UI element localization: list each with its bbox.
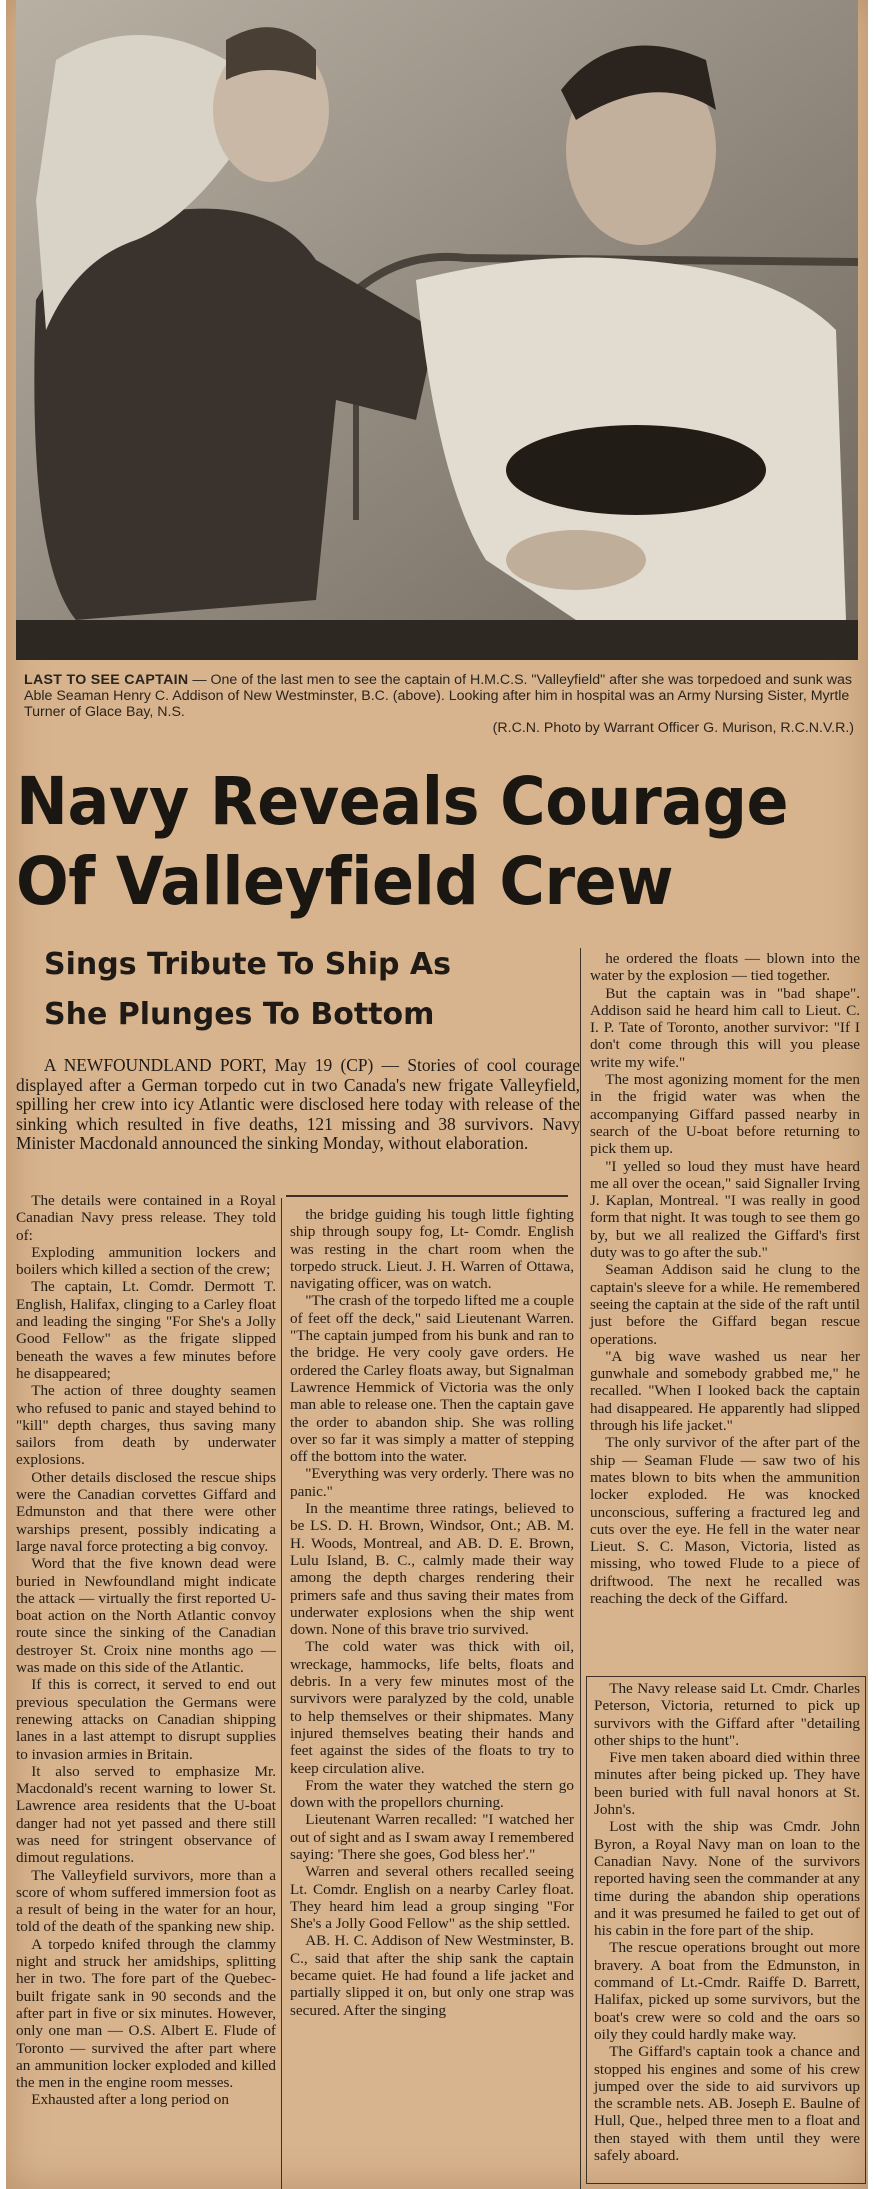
headline-line-2: Of Valleyfield Crew — [16, 843, 674, 920]
column-1 — [16, 1192, 276, 2109]
column-3-continued — [594, 1680, 860, 2164]
column-2-paragraph: Lieutenant Warren recalled: "I watched her out of sight and as I swam away I remembered saying: 'There she goes, God bless her'." — [290, 1811, 574, 1863]
column-2-paragraph: The cold water was thick with oil, wreckage, hammocks, life belts, floats and debris. In a very few minutes most of the survivors were paralyzed by the cold, unable to help themselves or their shipmates. Many injured themselves beating their hands and feet against the sides of the floats to try to keep circulation alive. — [290, 1638, 574, 1777]
column-3-paragraph: Seaman Addison said he clung to the captain's sleeve for a while. He remembered seeing the captain at the side of the raft until just before the Giffard began rescue operations. — [590, 1261, 860, 1348]
caption-lead: LAST TO SEE CAPTAIN — [24, 672, 189, 688]
column-3-continued-paragraph: Lost with the ship was Cmdr. John Byron, a Royal Navy man on loan to the Canadian Navy. None of the survivors reported having seen the commander at any time during the abandon ship operations and it was presumed he failed to get out of his cabin in the fore part of the ship. — [594, 1818, 860, 1940]
column-1-paragraph: A torpedo knifed through the clammy night and struck her amidships, splitting her in two. The fore part of the Quebec-built frigate sank in 90 seconds and the after part in five or six minutes. However, only one man — O.S. Albert E. Flude of Toronto — survived the after part where an ammunition locker exploded and killed the men in the engine room messes. — [16, 1935, 276, 2092]
column-2-paragraph: "Everything was very orderly. There was no panic." — [290, 1465, 574, 1500]
column-1-paragraph: The details were contained in a Royal Canadian Navy press release. They told of: — [16, 1192, 276, 1244]
subhead-line-1: Sings Tribute To Ship As — [44, 947, 452, 982]
column-3-paragraph: "A big wave washed us near her gunwhale and somebody grabbed me," he recalled. "When I looked back the captain had disappeared. He apparently had slipped through his life jacket." — [590, 1347, 860, 1435]
newspaper-clipping — [6, 0, 868, 2189]
news-photo — [16, 0, 858, 660]
column-1-paragraph: The Valleyfield survivors, more than a score of whom suffered immersion foot as a result of being in the water for an hour, told of the death of the spanking new ship. — [16, 1866, 276, 1936]
column-3-paragraph: The most agonizing moment for the men in the frigid water was when the accompanying Giffard passed nearby in search of the U-boat before returning to pick them up. — [590, 1071, 860, 1158]
headline — [16, 762, 866, 922]
subhead-line-2: She Plunges To Bottom — [44, 997, 435, 1032]
photo-credit: (R.C.N. Photo by Warrant Officer G. Murison, R.C.N.V.R.) — [492, 720, 854, 736]
column-3-paragraph: "I yelled so loud they must have heard me all over the ocean," said Signaller Irving J. Kaplan, Montreal. "I was really in good form that night. It was tough to see them go by, but we all realized the Giffard's first duty was to go after the sub." — [590, 1157, 860, 1262]
column-1-paragraph: Word that the five known dead were buried in Newfoundland might indicate the attack — virtually the first reported U-boat action on the North Atlantic convoy route since the sinking of the Canadian destroyer St. Croix nine months ago — was made on this side of the Atlantic. — [16, 1555, 276, 1677]
column-1-paragraph: Exploding ammunition lockers and boilers which killed a section of the crew; — [16, 1243, 276, 1279]
lead-paragraph — [16, 1056, 580, 1154]
column-2-paragraph: the bridge guiding his tough little fighting ship through soupy fog, Lt- Comdr. English was resting in the chart room when the torpedo struck. Lieut. J. H. Warren of Ottawa, navigating officer, was on watch. — [290, 1206, 574, 1293]
column-1-paragraph: It also served to emphasize Mr. Macdonald's recent warning to lower St. Lawrence area residents that the U-boat danger had not yet passed and there still was need for stringent observance of dimout regulations. — [16, 1762, 276, 1867]
column-3-continued-paragraph: Five men taken aboard died within three minutes after being picked up. They have been buried with full naval honors at St. John's. — [594, 1749, 860, 1819]
section-rule — [286, 1195, 568, 1197]
column-2 — [290, 1206, 574, 2019]
headline-line-1: Navy Reveals Courage — [16, 763, 789, 840]
column-3-paragraph: The only survivor of the after part of the ship — Seaman Flude — saw two of his mates blown to bits when the ammunition locker exploded. He was knocked unconscious, suffering a fractured leg and cuts over the eye. He fell in the water near Lieut. S. C. Mason, Victoria, listed as missing, who towed Flude to a piece of driftwood. The next he recalled was reaching the deck of the Giffard. — [590, 1434, 860, 1607]
lead-text: A NEWFOUNDLAND PORT, May 19 (CP) — Stories of cool courage displayed after a German torpedo cut in two Canada's new frigate Valleyfield, spilling her crew into icy Atlantic were disclosed here today with release of the sinking which resulted in five deaths, 121 missing and 38 survivors. Navy Minister Macdonald announced the sinking Monday, without elaboration. — [16, 1055, 580, 1154]
column-2-paragraph: In the meantime three ratings, believed to be LS. D. H. Brown, Windsor, Ont.; AB. M. H. Woods, Montreal, and AB. D. E. Brown, Lulu Island, B. C., calmly made their way among the depth charges rendering their primers safe and thus saving their mates from underwater explosions when the ship went down. None of this brave trio survived. — [290, 1500, 574, 1639]
column-3 — [590, 950, 860, 1607]
column-3-continued-paragraph: The Navy release said Lt. Cmdr. Charles Peterson, Victoria, returned to pick up survivors with the Giffard after "detailing other ships to the hunt". — [594, 1680, 860, 1749]
column-3-paragraph: he ordered the floats — blown into the water by the explosion — tied together. — [590, 950, 860, 985]
column-3-continued-paragraph: The Giffard's captain took a chance and stopped his engines and some of his crew jumped over the side to aid survivors up the scramble nets. AB. Joseph E. Baulne of Hull, Que., helped three men to a float and then stayed with them until they were safely aboard. — [594, 2043, 860, 2165]
subheadline — [44, 940, 564, 1040]
column-2-paragraph: "The crash of the torpedo lifted me a couple of feet off the deck," said Lieutenant Warren. "The captain jumped from his bunk and ran to the bridge. He very cooly gave orders. He ordered the Carley floats away, but Signalman Lawrence Hemmick of Victoria was the only man able to release one. Then the captain gave the order to abandon ship. She was rolling over so far it was simply a matter of stepping off the bottom into the water. — [290, 1292, 574, 1466]
column-1-paragraph: Exhausted after a long period on — [31, 2091, 229, 2109]
column-1-paragraph: If this is correct, it served to end out previous speculation the Germans were renewing attacks on Canadian shipping lanes in a last attempt to disrupt supplies to invasion armies in Britain. — [16, 1676, 276, 1763]
column-2-paragraph: Warren and several others recalled seeing Lt. Comdr. English on a nearby Carley float. They heard him lead a group singing "For She's a Jolly Good Fellow" as the ship settled. — [290, 1863, 574, 1933]
column-1-paragraph: The captain, Lt. Comdr. Dermott T. English, Halifax, clinging to a Carley float and leading the singing "For She's a Jolly Good Fellow" as the frigate slipped beneath the waves a few minutes before he disappeared; — [16, 1278, 276, 1382]
column-1-paragraph: Other details disclosed the rescue ships were the Canadian corvettes Giffard and Edmunston and that there were other warships present, possibly indicating a large naval force protecting a big convoy. — [16, 1468, 276, 1555]
column-2-paragraph: From the water they watched the stern go down with the propellors churning. — [290, 1776, 574, 1812]
column-2-paragraph: AB. H. C. Addison of New Westminster, B. C., said that after the ship sank the captain became quiet. He had found a life jacket and partially slipped it on, but only one strap was secured. After the singing — [290, 1932, 574, 2019]
photo-caption — [24, 672, 854, 736]
column-rule-right — [580, 948, 581, 2189]
photo-illustration — [16, 0, 858, 660]
column-3-paragraph: But the captain was in "bad shape". Addison said he heard him call to Lieut. C. I. P. Tate of Toronto, another survivor: "If I don't come through this will you please write my wife." — [590, 984, 860, 1071]
column-rule-left — [281, 1198, 282, 2189]
column-1-paragraph: The action of three doughty seamen who refused to panic and stayed behind to "kill" depth charges, thus saving many sailors from death by underwater explosions. — [16, 1382, 276, 1469]
caption-body: — One of the last men to see the captain of H.M.C.S. "Valleyfield" after she was torpedoed and sunk was Able Seaman Henry C. Addison of New Westminster, B.C. (above). Looking after him in hospital was an Army Nursing Sister, Myrtle Turner of Glace Bay, N.S. — [24, 672, 852, 720]
column-3-continued-paragraph: The rescue operations brought out more bravery. A boat from the Edmunston, in command of Lt.-Cmdr. Raiffe D. Barrett, Halifax, picked up some survivors, but the boat's crew were so cold and the oars so oily they could hardly make way. — [594, 1939, 860, 2043]
